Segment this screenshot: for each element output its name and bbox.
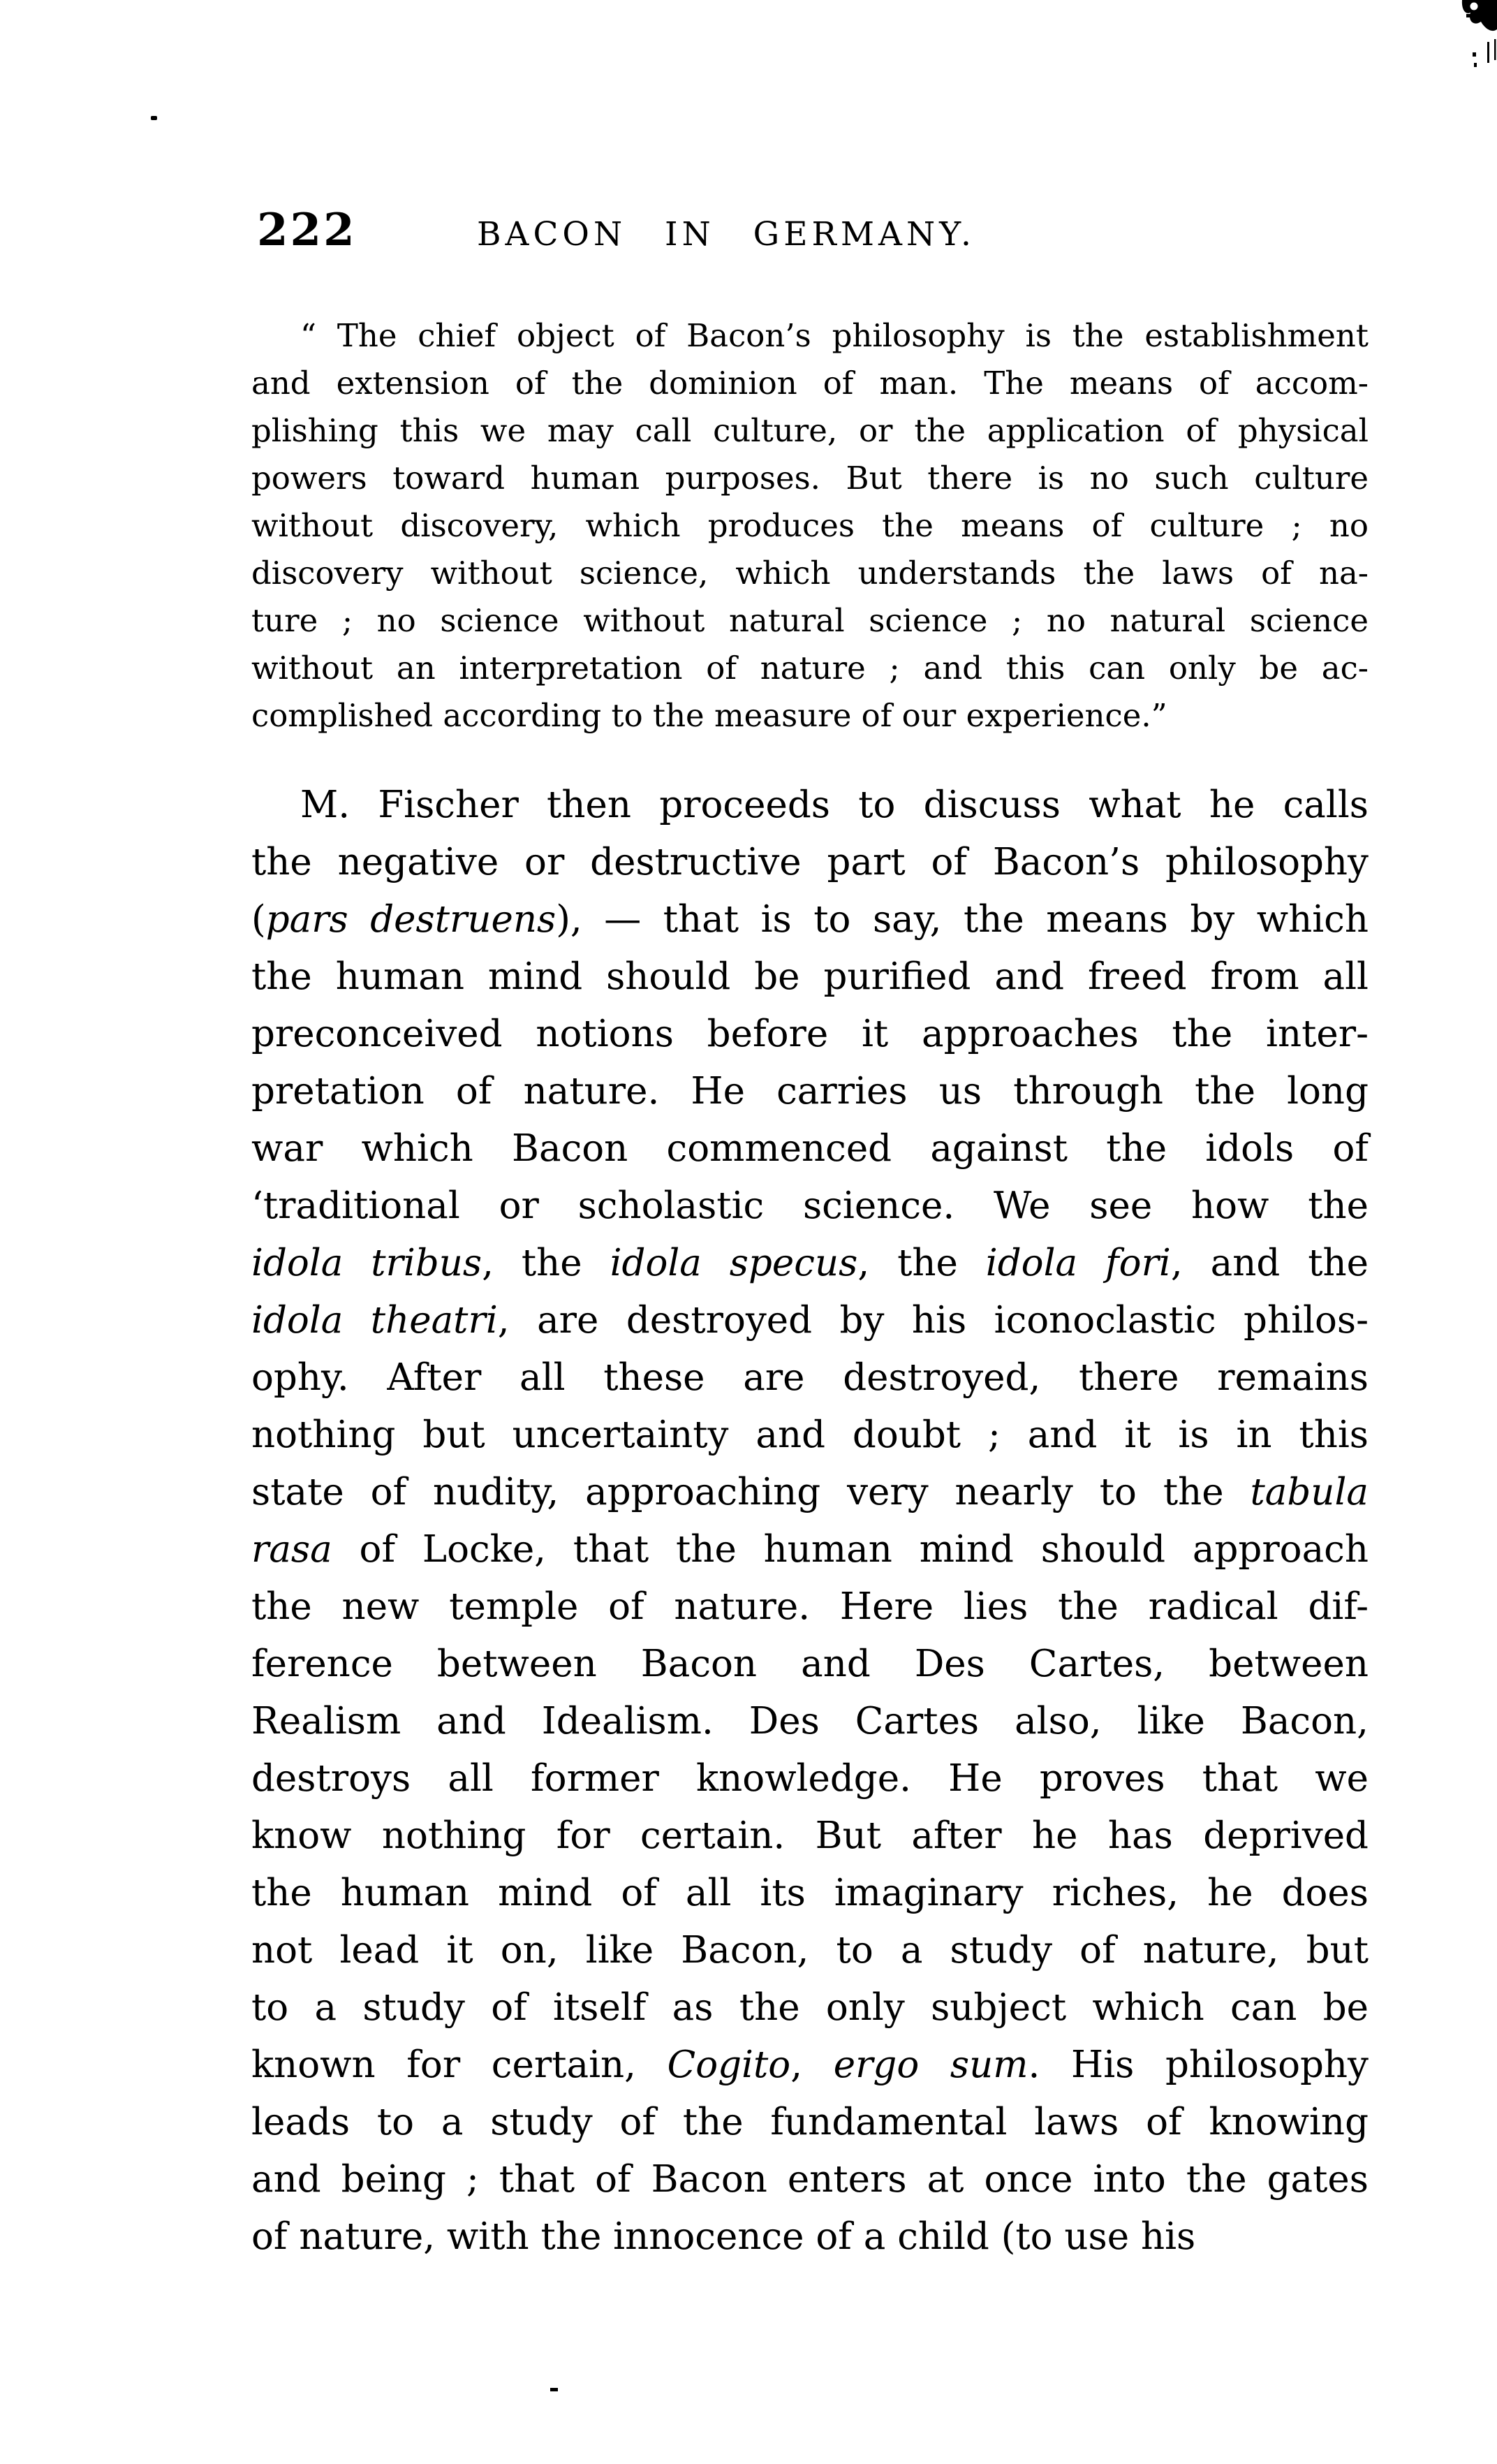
body-text-segment: not lead it on, like Bacon, to a study of nature, but xyxy=(251,1929,1369,1972)
body-line xyxy=(251,1063,1369,1120)
body-line xyxy=(251,1464,1369,1521)
body-line xyxy=(251,1120,1369,1178)
latin-italic-text: idola theatri xyxy=(251,1299,498,1342)
body-text-segment: , the xyxy=(857,1242,986,1284)
quote-line: without discovery, which produces the means of culture ; no xyxy=(251,507,1369,544)
body-line xyxy=(251,2151,1369,2208)
body-text-segment: . His philosophy xyxy=(1028,2044,1369,2086)
body-text-block xyxy=(251,777,1369,2266)
body-text-segment: pretation of nature. He carries us through the long xyxy=(251,1070,1369,1113)
body-text-segment: the negative or destructive part of Bacon’s philosophy xyxy=(251,841,1369,883)
latin-italic-text: Cogito xyxy=(667,2044,791,2086)
quote-line: plishing this we may call culture, or the application of physical xyxy=(251,412,1369,449)
body-line xyxy=(251,1979,1369,2037)
body-text-segment: , the xyxy=(482,1242,610,1284)
body-line xyxy=(251,2208,1369,2266)
running-title: BACON IN GERMANY. xyxy=(476,215,975,254)
body-text-segment: ference between Bacon and Des Cartes, between xyxy=(251,1643,1369,1685)
body-text-segment: state of nudity, approaching very nearly to the xyxy=(251,1471,1251,1513)
quote-line: discovery without science, which understands the laws of na- xyxy=(251,555,1369,592)
body-line xyxy=(251,1292,1369,1349)
quote-line: and extension of the dominion of man. The means of accom- xyxy=(251,365,1369,402)
body-line xyxy=(251,1521,1369,1578)
scan-speck-artifact xyxy=(151,116,157,120)
body-line xyxy=(251,1578,1369,1636)
quote-line: powers toward human purposes. But there is no such culture xyxy=(251,460,1369,497)
latin-italic-text: rasa xyxy=(251,1528,332,1571)
body-line xyxy=(251,948,1369,1006)
page-number: 222 xyxy=(257,204,357,256)
body-text-segment: the human mind should be purified and freed from all xyxy=(251,955,1369,998)
body-line xyxy=(251,1865,1369,1922)
body-text-segment: , are destroyed by his iconoclastic philos- xyxy=(497,1299,1369,1342)
body-text-segment: ophy. After all these are destroyed, there remains xyxy=(251,1356,1369,1399)
quote-block xyxy=(251,312,1369,740)
body-line xyxy=(251,1922,1369,1979)
body-text-segment: destroys all former knowledge. He proves that we xyxy=(251,1757,1369,1800)
body-line xyxy=(251,2037,1369,2094)
body-text-segment: preconceived notions before it approaches the inter- xyxy=(251,1013,1369,1055)
body-text-segment: and being ; that of Bacon enters at once into the gates xyxy=(251,2158,1369,2201)
body-text-segment: leads to a study of the fundamental laws of knowing xyxy=(251,2101,1369,2143)
body-text-segment: ), — that is to say, the means by which xyxy=(556,898,1369,941)
body-line xyxy=(251,834,1369,891)
body-text-segment: , and the xyxy=(1170,1242,1369,1284)
body-line xyxy=(251,2094,1369,2151)
latin-italic-text: ergo sum xyxy=(833,2044,1028,2086)
latin-italic-text: idola fori xyxy=(985,1242,1171,1284)
body-line xyxy=(251,1178,1369,1235)
quote-line: “ The chief object of Bacon’s philosophy is the establishment xyxy=(300,317,1369,354)
body-line xyxy=(251,1693,1369,1750)
body-line xyxy=(251,1407,1369,1464)
body-text-segment: ‘traditional or scholastic science. We see how the xyxy=(251,1185,1369,1227)
latin-italic-text: idola tribus xyxy=(251,1242,482,1284)
latin-italic-text: tabula xyxy=(1250,1471,1369,1513)
quote-line: complished according to the measure of our experience.” xyxy=(251,697,1167,734)
quote-line: ture ; no science without natural science ; no natural science xyxy=(251,602,1369,639)
body-line xyxy=(251,1750,1369,1807)
body-line xyxy=(251,1006,1369,1063)
body-line xyxy=(251,1349,1369,1407)
body-text-segment: , xyxy=(790,2044,834,2086)
body-text-segment: to a study of itself as the only subject which can be xyxy=(251,1986,1369,2029)
body-text-segment: Realism and Idealism. Des Cartes also, like Bacon, xyxy=(251,1700,1369,1743)
body-text-segment: war which Bacon commenced against the idols of xyxy=(251,1127,1369,1170)
body-line xyxy=(251,1807,1369,1865)
body-text-segment: the new temple of nature. Here lies the radical dif- xyxy=(251,1585,1369,1628)
body-line xyxy=(251,1636,1369,1693)
body-line xyxy=(251,1235,1369,1292)
scan-dash-artifact xyxy=(550,2388,558,2391)
body-text-segment: know nothing for certain. But after he has deprived xyxy=(251,1814,1369,1857)
body-text-segment: ( xyxy=(251,898,266,941)
body-text-segment: M. Fischer then proceeds to discuss what he calls xyxy=(300,784,1369,826)
body-line xyxy=(251,891,1369,948)
body-text-segment: of Locke, that the human mind should approach xyxy=(332,1528,1369,1571)
ink-blot-icon xyxy=(1441,0,1497,77)
ink-blot-artifact xyxy=(1441,0,1497,77)
body-text-segment: nothing but uncertainty and doubt ; and it is in this xyxy=(251,1414,1369,1456)
latin-italic-text: pars destruens xyxy=(265,898,556,941)
body-line xyxy=(251,777,1369,834)
body-text-segment: known for certain, xyxy=(251,2044,668,2086)
body-text-segment: the human mind of all its imaginary riches, he does xyxy=(251,1872,1369,1914)
quote-line: without an interpretation of nature ; and this can only be ac- xyxy=(251,650,1369,687)
body-text-segment: of nature, with the innocence of a child (to use his xyxy=(251,2215,1196,2258)
page-header xyxy=(251,204,1369,270)
latin-italic-text: idola specus xyxy=(610,1242,858,1284)
